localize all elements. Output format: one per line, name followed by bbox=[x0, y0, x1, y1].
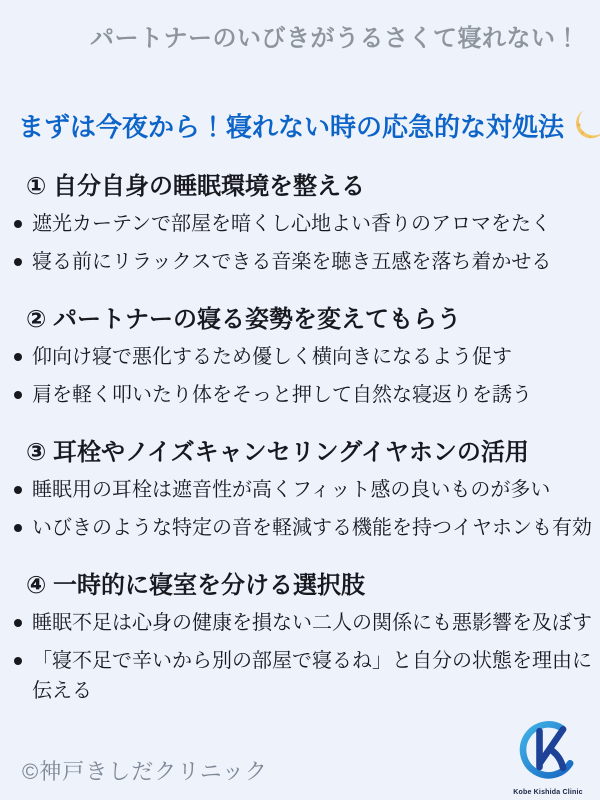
clinic-logo bbox=[506, 718, 590, 796]
page-title: パートナーのいびきがうるさくて寝れない！ bbox=[90, 25, 580, 52]
bullet-text: 肩を軽く叩いたり体をそっと押して自然な寝返りを誘う bbox=[32, 384, 532, 406]
bullet-dot-icon bbox=[14, 486, 22, 494]
list-item bbox=[10, 608, 592, 638]
bullet-list bbox=[10, 209, 592, 277]
bullet-text: 寝る前にリラックスできる音楽を聴き五感を落ち着かせる bbox=[32, 251, 552, 273]
k-circle-logo-icon bbox=[515, 718, 581, 784]
section-sleep-environment bbox=[10, 166, 592, 277]
list-item bbox=[10, 646, 592, 706]
bullet-text: 「寝不足で辛いから別の部屋で寝るね」と自分の状態を理由に伝える bbox=[32, 650, 592, 702]
list-item bbox=[10, 513, 592, 543]
bullet-dot-icon bbox=[14, 657, 22, 665]
clinic-logo-caption: Kobe Kishida Clinic bbox=[513, 789, 583, 796]
section-heading: ② パートナーの寝る姿勢を変えてもらう bbox=[26, 306, 461, 333]
section-partner-position bbox=[10, 299, 592, 410]
crescent-moon-icon bbox=[568, 106, 600, 146]
bullet-text: 睡眠用の耳栓は遮音性が高くフィット感の良いものが多い bbox=[32, 479, 551, 501]
bullet-dot-icon bbox=[14, 391, 22, 399]
bullet-list bbox=[10, 608, 592, 706]
bullet-text: 睡眠不足は心身の健康を損ない二人の関係にも悪影響を及ぼす bbox=[32, 612, 592, 634]
section-earplugs bbox=[10, 432, 592, 543]
list-item bbox=[10, 209, 592, 239]
section-heading: ③ 耳栓やノイズキャンセリングイヤホンの活用 bbox=[26, 439, 529, 466]
section-separate-bedroom bbox=[10, 565, 592, 706]
bullet-dot-icon bbox=[14, 220, 22, 228]
list-item bbox=[10, 475, 592, 505]
bullet-list bbox=[10, 475, 592, 543]
section-list bbox=[0, 166, 600, 706]
bullet-dot-icon bbox=[14, 524, 22, 532]
bullet-text: 遮光カーテンで部屋を暗くし心地よい香りのアロマをたく bbox=[32, 213, 551, 235]
bullet-text: いびきのような特定の音を軽減する機能を持つイヤホンも有効 bbox=[32, 517, 592, 539]
bullet-dot-icon bbox=[14, 619, 22, 627]
bullet-list bbox=[10, 342, 592, 410]
copyright-text: ©神戸きしだクリニック bbox=[22, 759, 268, 784]
bullet-text: 仰向け寝で悪化するため優しく横向きになるよう促す bbox=[32, 346, 512, 368]
subtitle-heading bbox=[18, 107, 600, 144]
subtitle-text: まずは今夜から！寝れない時の応急的な対処法 bbox=[18, 112, 565, 142]
list-item bbox=[10, 247, 592, 277]
bullet-dot-icon bbox=[14, 258, 22, 266]
list-item bbox=[10, 342, 592, 372]
list-item bbox=[10, 380, 592, 410]
section-heading: ④ 一時的に寝室を分ける選択肢 bbox=[26, 572, 365, 599]
section-heading: ① 自分自身の睡眠環境を整える bbox=[26, 173, 365, 200]
bullet-dot-icon bbox=[14, 353, 22, 361]
